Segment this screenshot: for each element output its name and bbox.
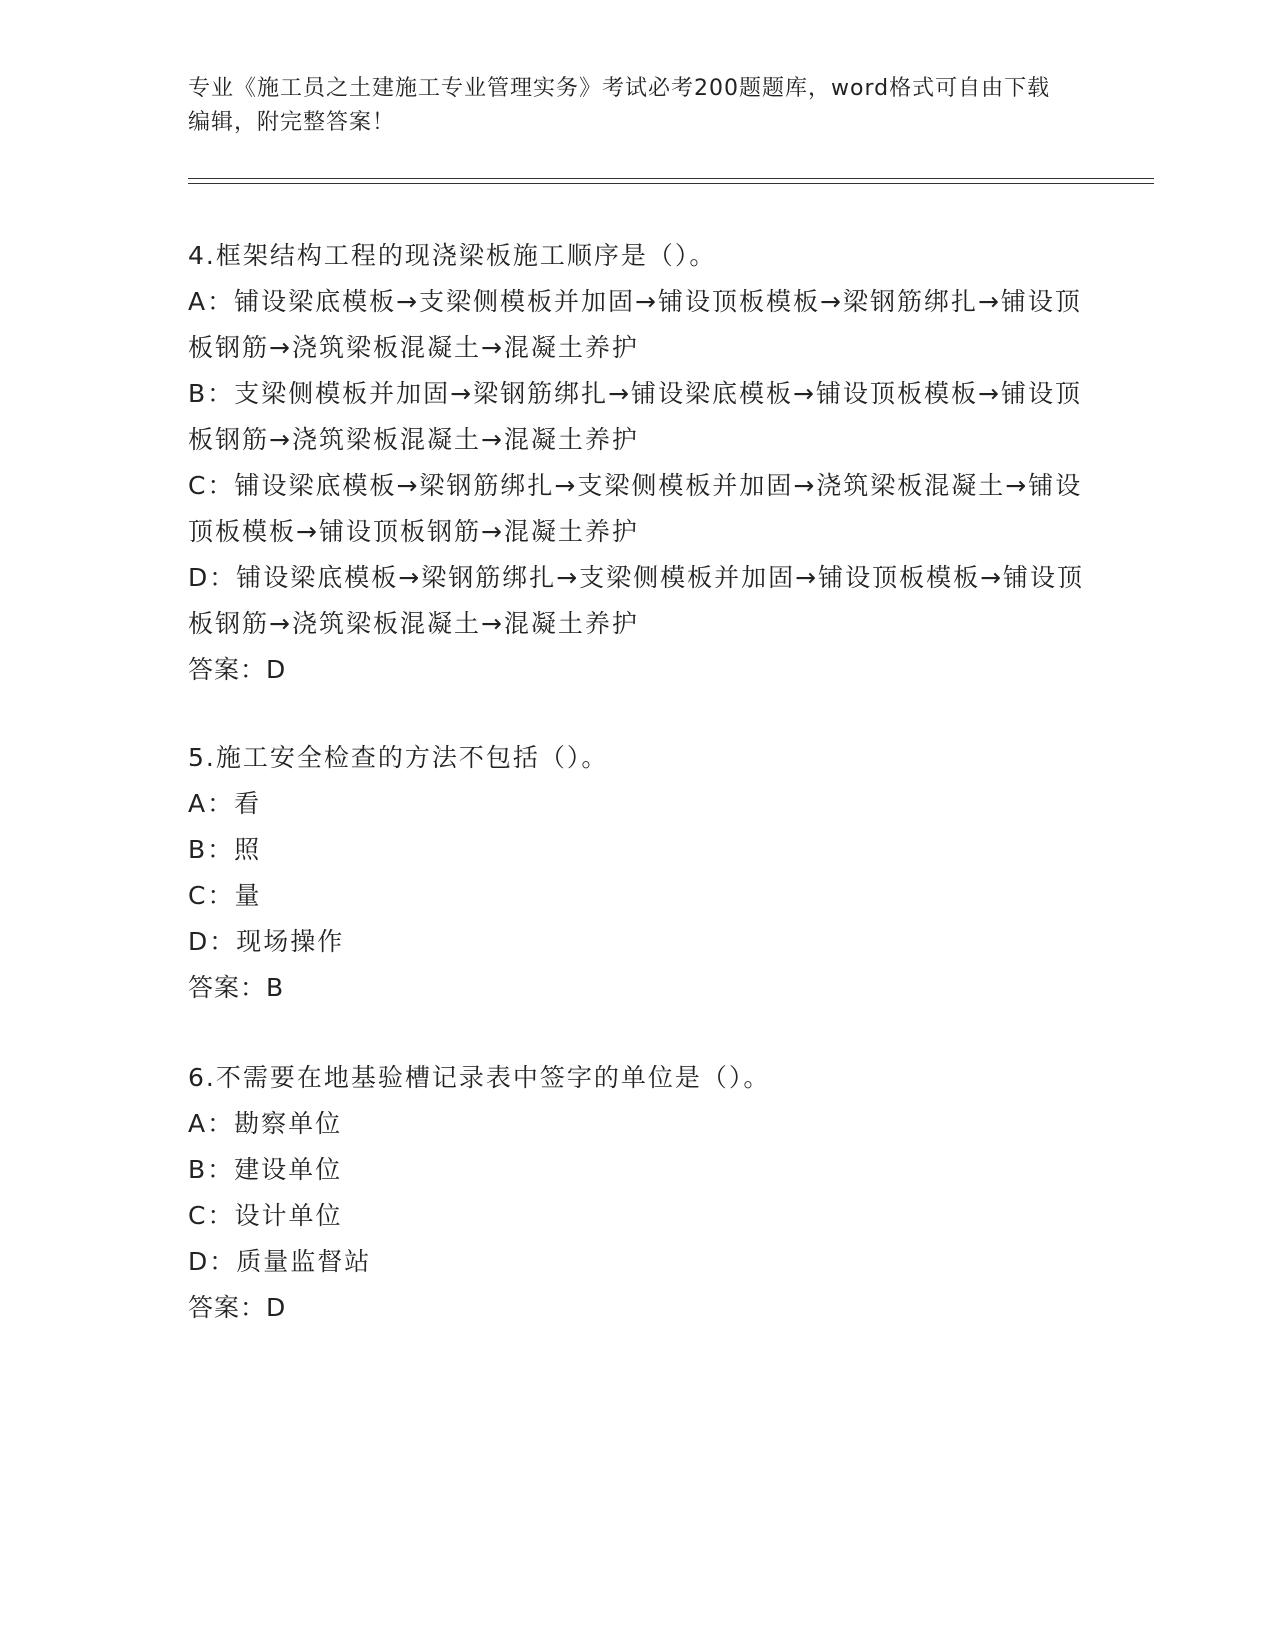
question-6 (188, 1055, 1088, 1331)
answer: 答案：B (188, 973, 285, 1002)
option-d: D：质量监督站 (188, 1247, 372, 1276)
option-d: D：铺设梁底模板→梁钢筋绑扎→支梁侧模板并加固→铺设顶板模板→铺设顶板钢筋→浇筑梁板混凝土→混凝土养护 (188, 563, 1085, 638)
question-5 (188, 735, 1088, 1011)
question-4 (188, 233, 1088, 693)
option-b: B：照 (188, 835, 262, 864)
question-stem: 5.施工安全检查的方法不包括（）。 (188, 743, 609, 772)
option-b: B：建设单位 (188, 1155, 343, 1184)
option-c: C：量 (188, 881, 262, 910)
option-b: B：支梁侧模板并加固→梁钢筋绑扎→铺设梁底模板→铺设顶板模板→铺设顶板钢筋→浇筑梁板混凝土→混凝土养护 (188, 379, 1082, 454)
option-c: C：设计单位 (188, 1201, 343, 1230)
document-header: 专业《施工员之土建施工专业管理实务》考试必考200题题库，word格式可自由下载编辑，附完整答案！ (188, 76, 1051, 135)
header-divider-bottom (188, 183, 1154, 184)
question-stem: 4.框架结构工程的现浇梁板施工顺序是（）。 (188, 241, 717, 270)
option-a: A：勘察单位 (188, 1109, 343, 1138)
option-a: A：看 (188, 789, 262, 818)
option-d: D：现场操作 (188, 927, 345, 956)
header-divider-top (188, 178, 1154, 179)
question-stem: 6.不需要在地基验槽记录表中签字的单位是（）。 (188, 1063, 771, 1092)
option-c: C：铺设梁底模板→梁钢筋绑扎→支梁侧模板并加固→浇筑梁板混凝土→铺设顶板模板→铺设顶板钢筋→混凝土养护 (188, 471, 1083, 546)
option-a: A：铺设梁底模板→支梁侧模板并加固→铺设顶板模板→梁钢筋绑扎→铺设顶板钢筋→浇筑梁板混凝土→混凝土养护 (188, 287, 1082, 362)
answer: 答案：D (188, 1293, 287, 1322)
answer: 答案：D (188, 655, 287, 684)
